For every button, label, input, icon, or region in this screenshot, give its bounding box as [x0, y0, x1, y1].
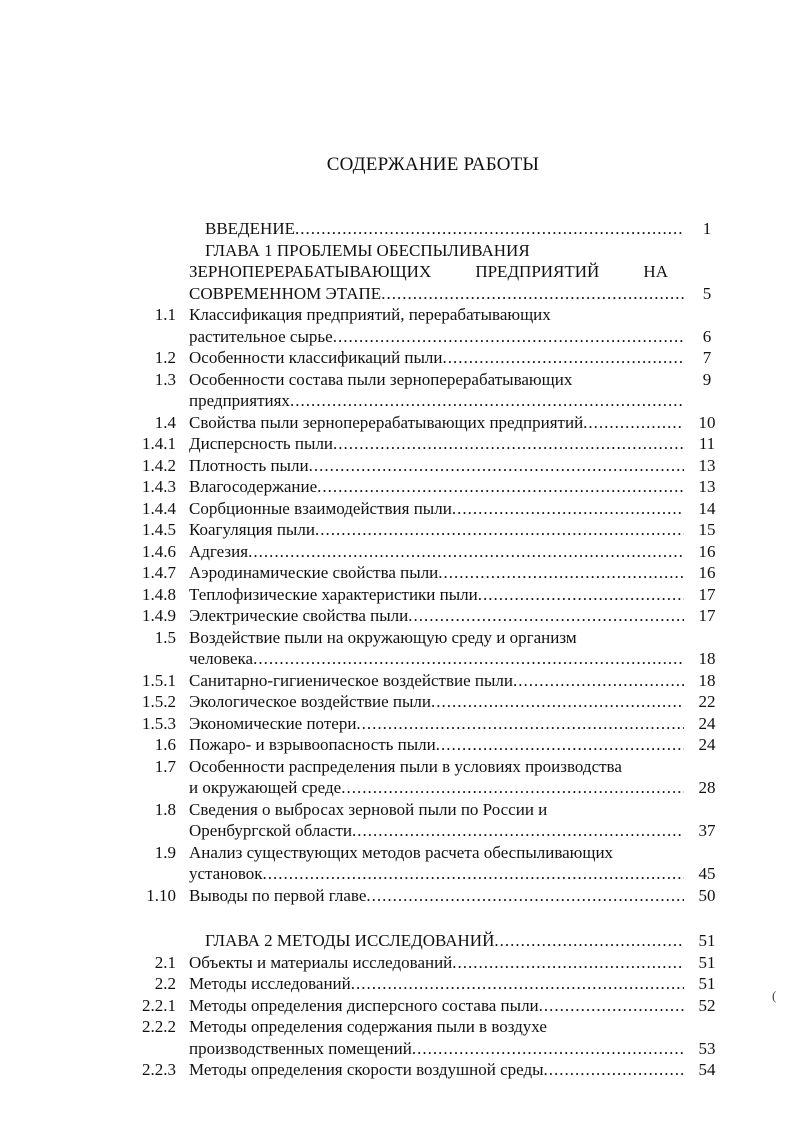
toc-number: 1.4: [154, 412, 176, 432]
dot-leader: [366, 885, 684, 907]
toc-page-number: 51: [698, 931, 716, 950]
toc-page-number: 10: [698, 412, 716, 432]
toc-number: 1.10: [146, 885, 176, 905]
toc-page-number: 45: [698, 864, 716, 883]
dot-leader: [317, 476, 684, 498]
toc-title-line: Оренбургской области: [189, 821, 353, 840]
dot-leader: [431, 691, 684, 713]
toc-page-number: 17: [698, 584, 716, 604]
dot-leader: [381, 283, 684, 305]
toc-page-number: 54: [698, 1060, 716, 1079]
dot-leader: [452, 498, 684, 520]
toc-number: 1.5.3: [142, 713, 176, 733]
toc-title-line: Коагуляция пыли: [189, 520, 315, 539]
toc-number: 1.4.2: [142, 455, 176, 475]
dot-leader: [352, 820, 684, 842]
toc-page-number: 51: [698, 974, 716, 993]
dot-leader: [443, 347, 684, 369]
toc-title-line: Сведения о выбросах зерновой пыли по России и: [189, 799, 548, 819]
dot-leader: [544, 1059, 684, 1081]
toc-title-line: ГЛАВА 1 ПРОБЛЕМЫ ОБЕСПЫЛИВАНИЯ: [205, 240, 530, 260]
toc-number: 1.4.9: [142, 606, 176, 625]
toc-title-line: Санитарно-гигиеническое воздействие пыли: [189, 670, 513, 690]
toc-number: 1.5.2: [142, 692, 176, 711]
toc-title-line: установок: [189, 864, 263, 883]
toc-title-line: Воздействие пыли на окружающую среду и организм: [189, 627, 577, 647]
dot-leader: [290, 390, 684, 412]
toc-title-line: Экологическое воздействие пыли: [189, 692, 432, 711]
toc-title-line: Методы определения скорости воздушной среды: [189, 1060, 544, 1079]
dot-leader: [333, 433, 684, 455]
toc-page-number: 9: [702, 369, 712, 389]
toc-page-number: 16: [698, 541, 716, 561]
dot-leader: [408, 605, 684, 627]
dot-leader: [333, 326, 684, 348]
toc-number: 1.4.3: [142, 477, 176, 496]
dot-leader: [438, 562, 684, 584]
dot-leader: [253, 648, 684, 670]
toc-number: 1.5: [154, 627, 176, 647]
toc-page-number: 13: [698, 477, 716, 496]
dot-leader: [583, 412, 684, 434]
dot-leader: [539, 995, 684, 1017]
dot-leader: [351, 973, 684, 995]
toc-number: 1.4.7: [142, 563, 176, 582]
toc-title-line: Электрические свойства пыли: [189, 606, 409, 625]
toc-page-number: 16: [698, 563, 716, 582]
dot-leader: [315, 519, 684, 541]
toc-number: 1.5.1: [142, 670, 176, 690]
toc-title-line: Свойства пыли зерноперерабатывающих предприятий: [189, 412, 584, 432]
toc-page-number: 11: [698, 434, 716, 453]
dot-leader: [248, 541, 684, 563]
toc-page-number: 37: [698, 821, 716, 840]
toc-number: 1.4.5: [142, 520, 176, 539]
toc-title-line: человека: [189, 649, 254, 668]
toc-page-number: 17: [698, 606, 716, 625]
toc-number: 2.2: [154, 974, 176, 993]
toc-page-number: 18: [698, 670, 716, 690]
toc-page-number: 14: [698, 498, 716, 518]
toc-title-line: Влагосодержание: [189, 477, 318, 496]
toc-title-line: Особенности классификаций пыли: [189, 348, 443, 367]
toc-title-line: Объекты и материалы исследований: [189, 952, 453, 972]
toc-title-line: Методы определения содержания пыли в воздухе: [189, 1017, 547, 1036]
toc-number: 1.2: [154, 348, 176, 367]
toc-page-number: 6: [702, 326, 712, 346]
toc-page-number: 15: [698, 520, 716, 539]
toc-number: 1.4.6: [142, 541, 176, 561]
toc-title-line: производственных помещений: [189, 1038, 412, 1058]
toc-number: 2.2.3: [142, 1060, 176, 1079]
toc-page-number: 22: [698, 692, 716, 711]
toc-number: 1.6: [154, 735, 176, 754]
toc-title-line: Особенности распределения пыли в условиях производства: [189, 756, 622, 776]
toc-number: 1.1: [154, 305, 176, 324]
toc-number: 1.4.4: [142, 498, 176, 518]
dot-leader: [436, 734, 684, 756]
dot-leader: [478, 584, 684, 606]
toc-title-line: Сорбционные взаимодействия пыли: [189, 498, 452, 518]
toc-title-line: Плотность пыли: [189, 455, 309, 475]
toc-page-number: 52: [698, 995, 716, 1015]
dot-leader: [513, 670, 684, 692]
toc-title-line: Особенности состава пыли зерноперерабатывающих: [189, 369, 573, 389]
page-title: СОДЕРЖАНИЕ РАБОТЫ: [326, 154, 540, 175]
toc-title-line: Методы определения дисперсного состава пыли: [189, 995, 539, 1015]
toc-page-number: 18: [698, 649, 716, 668]
toc-title-line: растительное сырье: [189, 326, 333, 346]
toc-page-number: 51: [698, 952, 716, 972]
toc-title-line: Экономические потери: [189, 713, 357, 733]
toc-title-line: ГЛАВА 2 МЕТОДЫ ИССЛЕДОВАНИЙ: [205, 931, 495, 950]
dot-leader: [341, 777, 684, 799]
toc-page-number: 28: [698, 778, 716, 797]
toc-title-line: СОВРЕМЕННОМ ЭТАПЕ: [189, 283, 382, 303]
toc-page-number: 5: [702, 283, 712, 303]
toc-page-number: 13: [698, 455, 716, 475]
toc-title-line: Классификация предприятий, перерабатывающих: [189, 305, 551, 324]
dot-leader: [356, 713, 684, 735]
toc-number: 2.2.1: [142, 995, 176, 1015]
toc-title-line: Адгезия: [189, 541, 249, 561]
dot-leader: [452, 952, 684, 974]
toc-page-number: 24: [698, 735, 716, 754]
dot-leader: [412, 1038, 684, 1060]
toc-number: 2.1: [154, 952, 176, 972]
toc-page-number: 1: [702, 219, 712, 238]
toc-page-number: 50: [698, 885, 716, 905]
dot-leader: [295, 218, 684, 240]
toc-title-line: ВВЕДЕНИЕ: [205, 219, 295, 238]
toc-title-line: Методы исследований: [189, 974, 351, 993]
toc-title-line: ЗЕРНОПЕРЕРАБАТЫВАЮЩИХ ПРЕДПРИЯТИЙ НА: [189, 262, 668, 281]
toc-number: 1.4.8: [142, 584, 176, 604]
toc-title-line: Выводы по первой главе: [189, 885, 367, 905]
margin-mark: (: [772, 988, 777, 1003]
dot-leader: [309, 455, 684, 477]
toc-number: 1.3: [154, 369, 176, 389]
toc-title-line: предприятиях: [189, 391, 290, 410]
toc-page-number: 7: [702, 348, 712, 367]
toc-title-line: Дисперсность пыли: [189, 434, 334, 453]
toc-title-line: Аэродинамические свойства пыли: [189, 563, 439, 582]
toc-title-line: Теплофизические характеристики пыли: [189, 584, 478, 604]
toc-title-line: Пожаро- и взрывоопасность пыли: [189, 735, 436, 754]
toc-number: 1.8: [154, 799, 176, 819]
toc-number: 1.7: [154, 756, 176, 776]
toc-page-number: 53: [698, 1038, 716, 1058]
toc-title-line: Анализ существующих методов расчета обеспыливающих: [189, 842, 614, 862]
toc-number: 2.2.2: [142, 1017, 176, 1036]
toc-title-line: и окружающей среде: [189, 778, 342, 797]
dot-leader: [494, 930, 684, 952]
toc-number: 1.4.1: [142, 434, 176, 453]
toc-number: 1.9: [154, 842, 176, 862]
toc-page-number: 24: [698, 713, 716, 733]
dot-leader: [263, 863, 685, 885]
